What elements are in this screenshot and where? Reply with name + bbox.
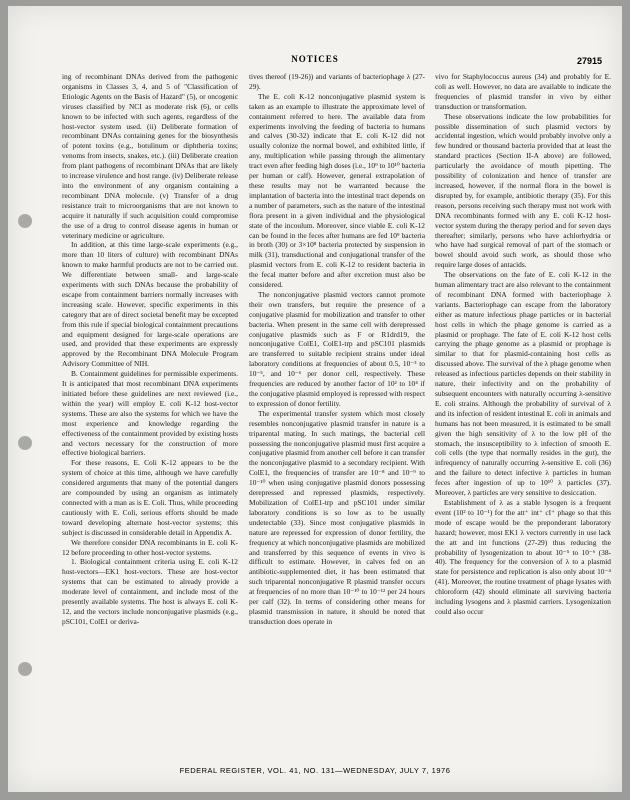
paragraph: B. Containment guidelines for permissible experiments. It is anticipated that most recombinant DNA experiments initiated before these guidelines are next reviewed (i.e., within the year) will employ E. coli K-12 host-vector systems. These are also the systems for which we have the most experience and knowledge regarding the effectiveness of the containment provided by existing hosts and vectors necessary for the construction of more effective biological barriers. [62,369,238,458]
running-footer: FEDERAL REGISTER, VOL. 41, NO. 131—WEDNESDAY, JULY 7, 1976 [179,766,451,775]
paragraph: These observations indicate the low probabilities for possible dissemination of such plasmid vectors by accidental ingestion, which would probably involve only a few hundred or thousand bacteria provided that at least the standard practices (Section II-A above) are followed, particularly the avoidance of mouth pipetting. The possibility of colonization and hence of transfer are increased, however, if the normal flora in the bowel is disrupted by, for example, antibiotic therapy (35). For this reason, persons receiving such therapy must not work with DNA recombinants formed with any E. coli K-12 host-vector system during the therapy period and for seven days thereafter; similarly, persons who have achlorhydria or who have had surgical removal of part of the stomach or bowel should avoid such work, as should those who require large doses of antacids. [435,111,611,270]
paragraph: In addition, at this time large-scale experiments (e.g., more than 10 liters of culture) with recombinant DNAs known to make harmful products are not to be carried out. We differentiate between small- and large-scale experiments with such DNAs because the probability of escape from containment barriers normally increases with increasing scale. However, specific experiments in this category that are of direct societal benefit may be excepted from this rule if special biological containment precautions and equipment designed for large-scale operations are used, and provided that these experiments are expressly approved by the Recombinant DNA Molecule Program Advisory Committee of NIH. [62,240,238,369]
paragraph: Establishment of λ as a stable lysogen is a frequent event (10² to 10⁻¹) for the att⁺ int⁺ cI⁺ phage so that this mode of escape would be the preponderant laboratory hazard; however, most EK1 λ vectors currently in use lack the att and int functions (27-29) thus reducing the probability of lysogenization to about 10⁻⁵ to 10⁻⁶ (38-40). The frequency for the conversion of λ to a plasmid state for persistence and replication is also only about 10⁻⁴ (41). Moreover, the routine treatment of phage lysates with chloroform (42) should eliminate all surviving bacteria including lysogens and λ plasmid carriers. Lysogenization could also occur [435,497,611,616]
paragraph: For these reasons, E. Coli K-12 appears to be the system of choice at this time, although we have carefully considered arguments that many of the potential dangers are compounded by using an organism as intimately connected with a man as is E. Coli. Thus, while proceeding cautiously with E. Coli, serious efforts should be made toward developing alternate host-vector systems; this subject is discussed in considerable detail in Appendix A. [62,458,238,537]
paragraph: vivo for Staphylococcus aureus (34) and probably for E. coli as well. However, no data are available to indicate the frequencies of plasmid transfer in vivo by either transduction or transformation. [435,72,611,111]
paragraph: The nonconjugative plasmid vectors cannot promote their own transfers, but require the presence of a conjugative plasmid for mobilization and transfer to other bacteria. When present in the same cell with derepressed conjugative plasmids such as F or R1drd19, the nonconjugative ColE1, ColE1-trp and pSC101 plasmids are transferred to suitable recipient strains under ideal laboratory conditions at frequencies of about 0.5, 10⁻³ to 10⁻⁵, and 10⁻⁶ per donor cell, respectively. These frequencies are reduced by another factor of 10² to 10⁴ if the conjugative plasmid employed is repressed with respect to expression of donor fertility. [249,289,425,408]
text-column-1 [62,72,238,758]
paragraph: ing of recombinant DNAs derived from the pathogenic organisms in Classes 3, 4, and 5 of "Classification of Etiologic Agents on the Basis of Hazard" (5), or oncogenic viruses classified by NCI as moderate risk (6), or cells known to be infected with such agents, regardless of the host-vector system used. (ii) Deliberate formation of recombinant DNAs containing genes for the biosynthesis of potent toxins (e.g., botulinum or diphtheria toxins; venoms from insects, snakes, etc.). (iii) Deliberate creation from plant pathogens of recombinant DNAs that are likely to increase virulence and host range. (iv) Deliberate release into the environment of any organism containing a recombinant DNA molecule. (v) Transfer of a drug resistance trait to microorganisms that are not known to acquire it naturally if such acquisition could compromise the use of a drug to control disease agents in human or veterinary medicine or agriculture. [62,72,238,240]
text-column-3 [435,72,611,758]
paragraph: 1. Biological containment criteria using E. coli K-12 host-vectors—EK1 host-vectors. These are host-vector systems that can be estimated to already provide a moderate level of containment, and include most of the presently available systems. The host is always E. coli K-12, and the vectors include nonconjugative plasmids (e.g., pSC101, ColE1 or deriva- [62,557,238,626]
paragraph: The experimental transfer system which most closely resembles nonconjugative plasmid transfer in nature is a triparental mating. In such matings, the bacterial cell possessing the nonconjugative plasmid must first acquire a conjugative plasmid from another cell before it can transfer the nonconjugative plasmid to a secondary recipient. With ColE1, the frequencies of transfer are 10⁻⁸ and 10⁻⁹ to 10⁻¹⁰ when using conjugative plasmid donors possessing derepressed and repressed plasmids, respectively. Mobilization of ColE1-trp and pSC101 under similar laboratory conditions is so low as to be usually undetectable (33). Since most conjugative plasmids in nature are repressed for expression of donor fertility, the frequency at which nonconjugative plasmids are mobilized and transferred by this sequence of events in vivo is difficult to estimate. However, in calves fed on an antibiotic-supplemented diet, it has been estimated that such triparental nonconjugative R plasmid transfer occurs at frequencies of no more than 10⁻¹⁰ to 10⁻¹² per 24 hours per calf (32). In terms of considering other means for plasmid transmission in nature, it should be noted that transduction does operate in [249,408,425,626]
document-page [8,6,622,792]
paragraph: The E. coli K-12 nonconjugative plasmid system is taken as an example to illustrate the approximate level of containment referred to here. The available data from experiments involving the feeding of bacteria to humans and calves (30-32) indicate that E. coli K-12 did not usually colonize the normal bowel, and exhibited little, if any, multiplication while passing through the alimentary tract even after feeding high doses (i.e., 10⁹ to 10¹⁰ bacteria per human or calf). However, general extrapolation of these results may not be warranted because the implantation of bacteria into the intestinal tract depends on a number of parameters, such as the nature of the intestinal flora present in a given individual and the physiological state of the incoulum. Moreover, since viable E. coli K-12 can be found in the feces after humans are fed 10⁹ bacteria in broth (30) or 3×10⁸ bacteria protected by suspension in milk (31), transductional and conjugational transfer of the plasmid vectors from E. coli K-12 to resident bacteria in the fecal matter before and after excretion must also be considered. [249,91,425,290]
page-number: 27915 [576,56,602,66]
punch-hole [18,436,32,450]
text-column-2 [249,72,425,758]
paragraph: We therefore consider DNA recombinants in E. coli K-12 before proceeding to other host-vector systems. [62,537,238,557]
paragraph: tives thereof (19-26)) and variants of bacteriophage λ (27-29). [249,72,425,91]
punch-hole [18,214,32,228]
running-header-title: NOTICES [291,54,339,64]
paragraph: The observations on the fate of E. coli K-12 in the human alimentary tract are also relevant to the containment of recombinant DNA formed with bacteriophage λ variants. Bacteriophage can escape from the laboratory either as mature infectious phage particles or in bacterial host cells in which the phage genome is carried as a plasmid or prophage. The fate of E. coli K-12 host cells carrying the phage genome as a plasmid or prophage is similar to that for plasmid-containing host cells as discussed above. The survival of the λ phage genome when released as infectious particles depends on their stability in nature, their infectivity and on the probability of subsequent encounters with naturally occurring λ-sensitive E. coli strains. Although the probability of survival of λ and its infection of resident intestinal E. coli in animals and humans has not been measured, it is estimated to be small given the high sensitivity of λ to the low pH of the stomach, the insusceptibility to λ infection of smooth E. coli cells (the type that normally resides in the gut), the infrequency of naturally occurring λ-sensitive E. coli (36) and the failure to detect infective λ particles in human feces after ingestion of up to 10¹⁰ λ particles (37). Moreover, λ particles are very sensitive to desiccation. [435,270,611,498]
punch-hole [18,662,32,676]
